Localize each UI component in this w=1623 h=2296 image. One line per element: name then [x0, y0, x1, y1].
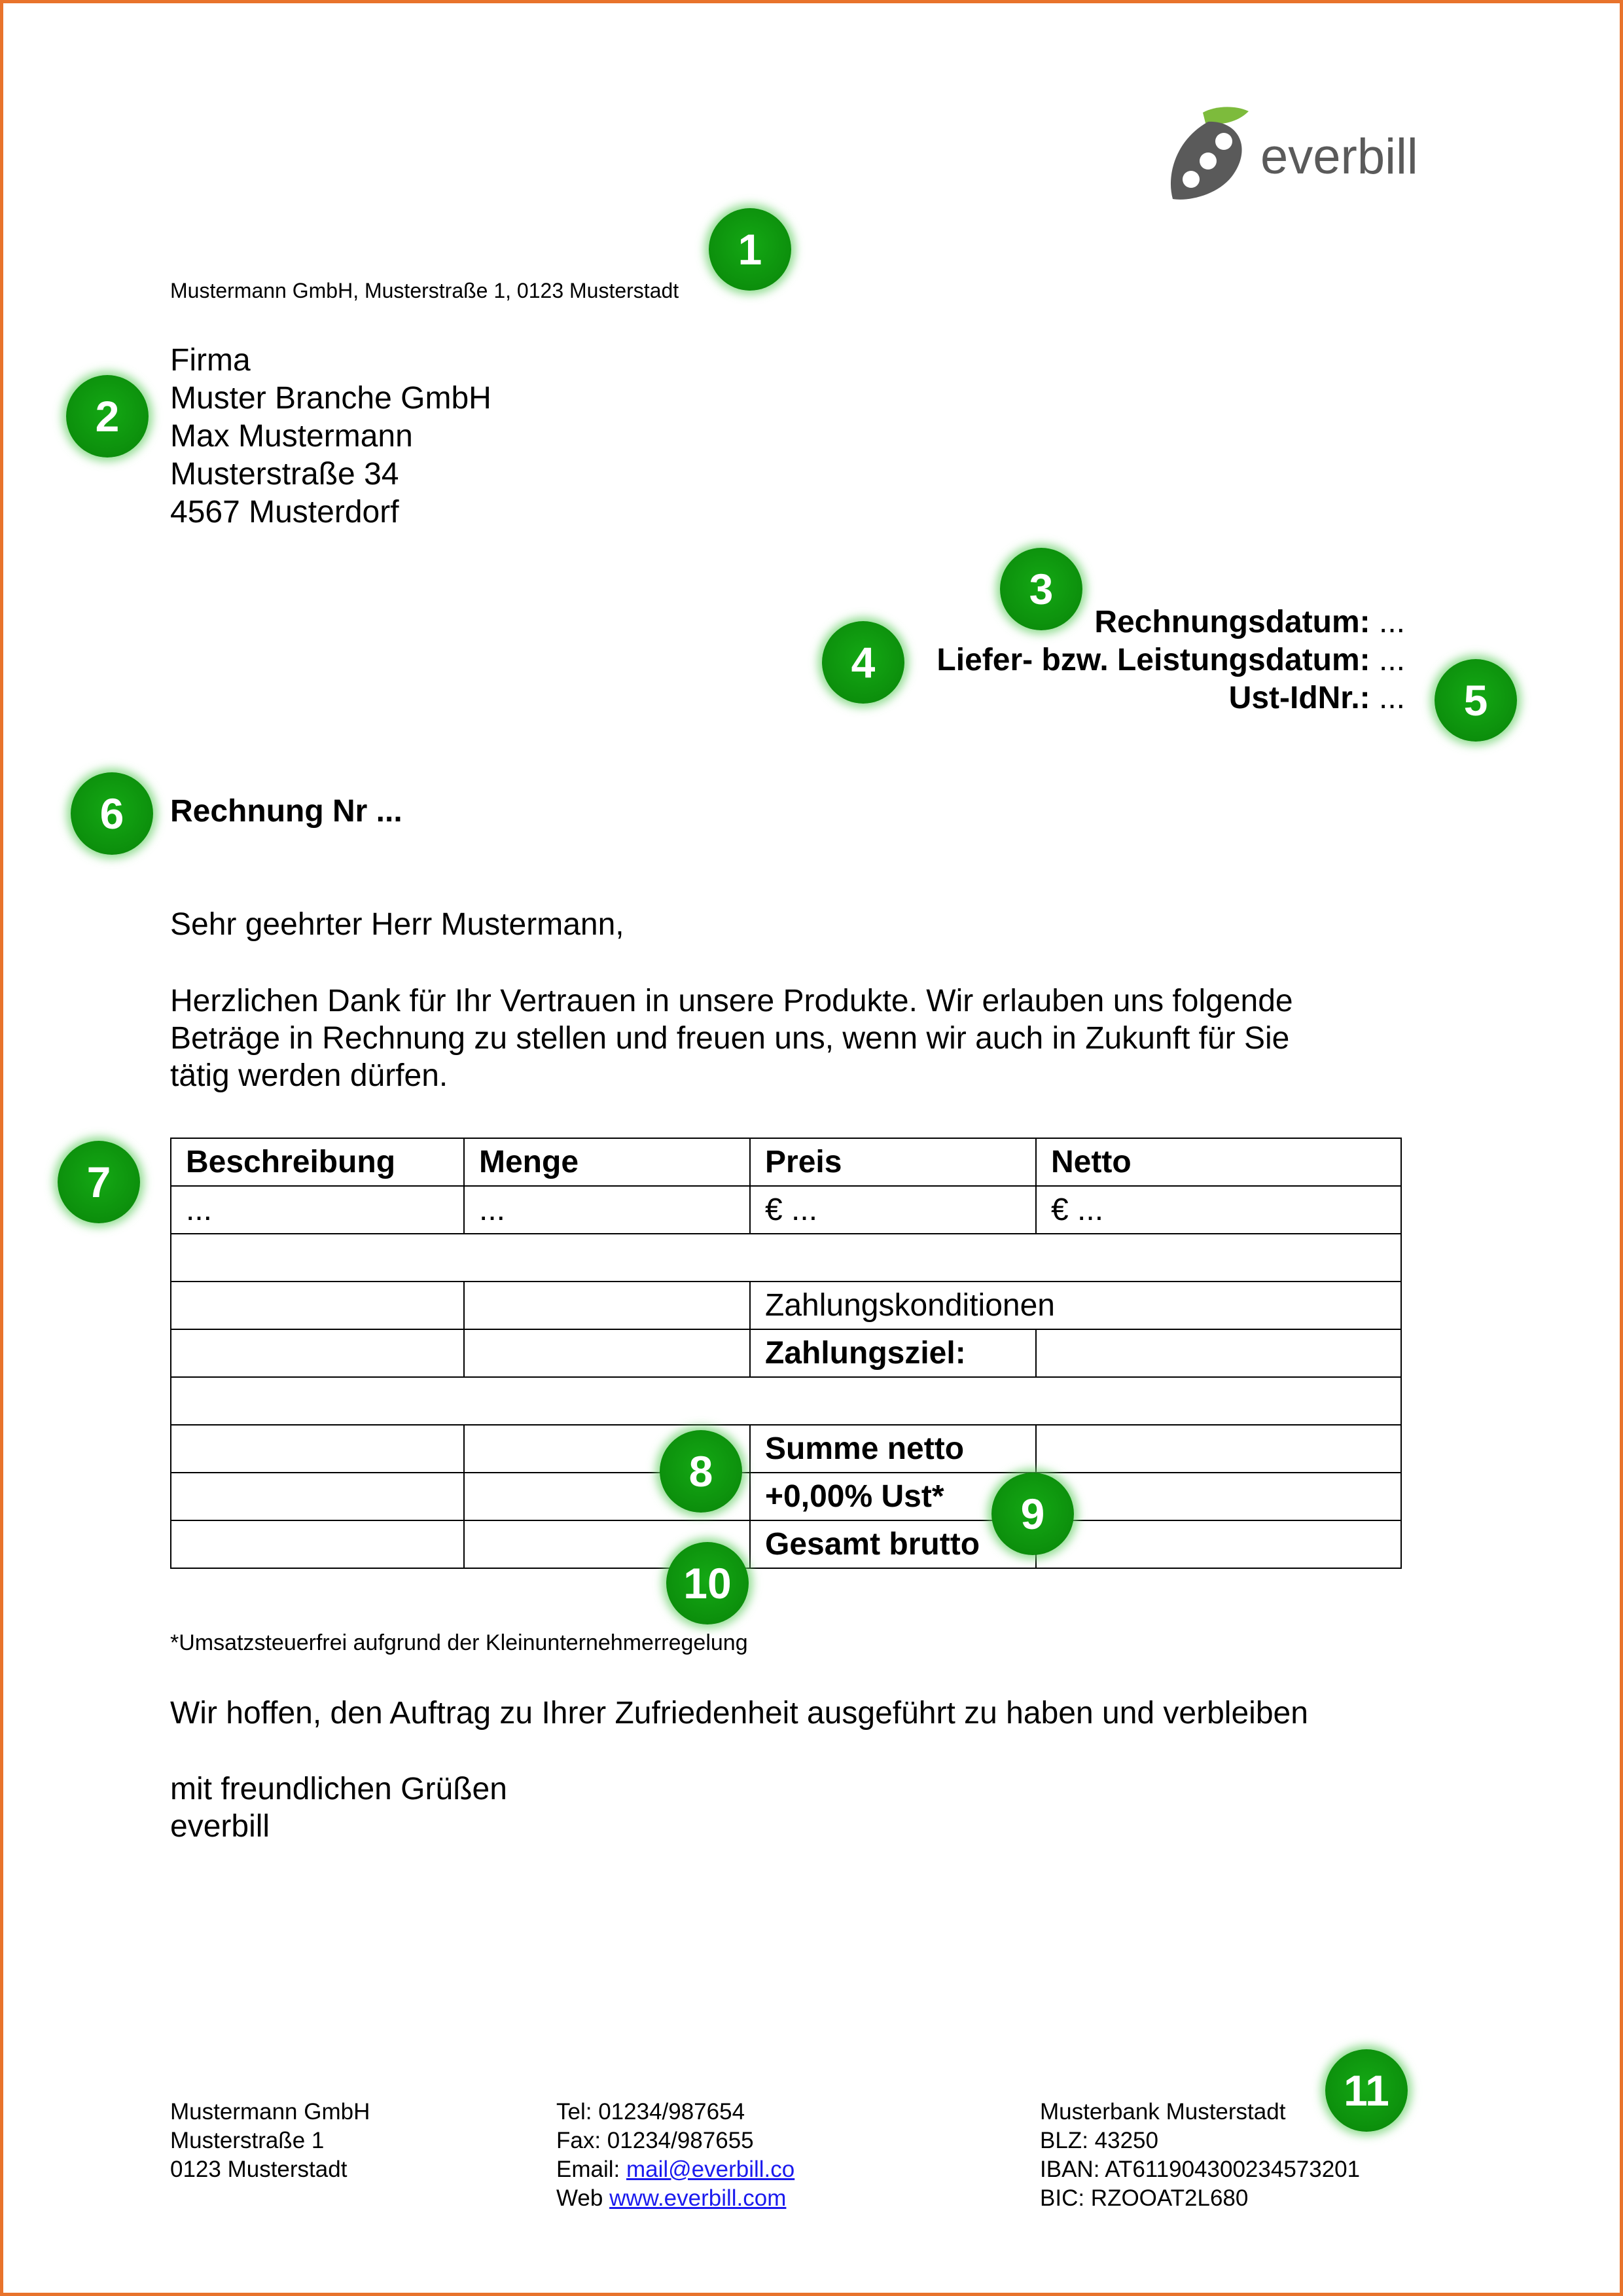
- marker-5: 5: [1435, 659, 1517, 742]
- bank-blz: BLZ: 43250: [1040, 2128, 1158, 2153]
- intro-line: Beträge in Rechnung zu stellen und freuen uns, wenn wir auch in Zukunft für Sie: [170, 1021, 1290, 1056]
- table-spacer-row: [171, 1377, 1401, 1425]
- website-link[interactable]: www.everbill.com: [609, 2185, 787, 2211]
- pea-pod-logo-icon: [1169, 103, 1260, 208]
- payment-due-row: [171, 1329, 1401, 1377]
- footer-fax: Fax: 01234/987655: [556, 2128, 754, 2153]
- email-link[interactable]: mail@everbill.co: [626, 2157, 795, 2182]
- cell-price: € ...: [750, 1186, 1036, 1234]
- payment-terms-row: [171, 1282, 1401, 1329]
- footer-company: Mustermann GmbH Musterstraße 1 0123 Musterstadt: [170, 2099, 370, 2182]
- table-row: [171, 1186, 1401, 1234]
- footer-email: Email: mail@everbill.co: [556, 2157, 795, 2182]
- marker-2: 2: [66, 375, 149, 457]
- table-spacer-row: [171, 1234, 1401, 1282]
- recipient-line: Firma: [170, 343, 251, 378]
- cell-net: € ...: [1036, 1186, 1401, 1234]
- table-header-row: [171, 1138, 1401, 1186]
- marker-8: 8: [660, 1430, 742, 1513]
- vat-label: +0,00% Ust*: [750, 1473, 1036, 1520]
- marker-6: 6: [71, 772, 153, 855]
- invoice-table: [170, 1138, 1402, 1569]
- header-quantity: Menge: [464, 1138, 750, 1186]
- footer-contact: [556, 2098, 794, 2213]
- total-gross-row: [171, 1520, 1401, 1568]
- header-price: Preis: [750, 1138, 1036, 1186]
- vat-value: [1036, 1473, 1401, 1520]
- total-gross-value: [1036, 1520, 1401, 1568]
- recipient-line: 4567 Musterdorf: [170, 495, 399, 529]
- marker-4: 4: [822, 621, 904, 704]
- bank-name: Musterbank Musterstadt: [1040, 2099, 1286, 2125]
- marker-10: 10: [666, 1542, 749, 1624]
- payment-due-value: [1036, 1329, 1401, 1377]
- marker-1: 1: [709, 208, 791, 291]
- sum-net-value: [1036, 1425, 1401, 1473]
- regards: [170, 1770, 507, 1845]
- cell-description: ...: [171, 1186, 464, 1234]
- payment-terms: Zahlungskonditionen: [750, 1282, 1401, 1329]
- vat-row: [171, 1473, 1401, 1520]
- payment-due-label: Zahlungsziel:: [750, 1329, 1036, 1377]
- regards-line: mit freundlichen Grüßen: [170, 1772, 507, 1806]
- sender-address-line: Mustermann GmbH, Musterstraße 1, 0123 Musterstadt: [170, 279, 679, 302]
- header-net: Netto: [1036, 1138, 1401, 1186]
- recipient-address: [170, 342, 491, 531]
- footer-bank: [1040, 2098, 1360, 2213]
- marker-3: 3: [1000, 548, 1082, 630]
- recipient-line: Musterstraße 34: [170, 457, 399, 492]
- marker-7: 7: [58, 1141, 140, 1223]
- vat-id: Ust-IdNr.: ...: [1228, 681, 1405, 715]
- intro-line: Herzlichen Dank für Ihr Vertrauen in unsere Produkte. Wir erlauben uns folgende: [170, 984, 1293, 1018]
- sum-net-row: [171, 1425, 1401, 1473]
- marker-11: 11: [1325, 2049, 1408, 2132]
- bank-iban: IBAN: AT611904300234573201: [1040, 2157, 1361, 2182]
- recipient-line: Max Mustermann: [170, 419, 413, 454]
- closing-text: Wir hoffen, den Auftrag zu Ihrer Zufriedenheit ausgeführt zu haben und verbleiben: [170, 1696, 1308, 1731]
- footer-phone: Tel: 01234/987654: [556, 2099, 745, 2125]
- cell-quantity: ...: [464, 1186, 750, 1234]
- recipient-line: Muster Branche GmbH: [170, 381, 491, 416]
- sum-net-label: Summe netto: [750, 1425, 1036, 1473]
- salutation: Sehr geehrter Herr Mustermann,: [170, 907, 624, 942]
- header-description: Beschreibung: [171, 1138, 464, 1186]
- bank-bic: BIC: RZOOAT2L680: [1040, 2185, 1249, 2211]
- regards-line: everbill: [170, 1809, 270, 1844]
- tax-footnote: *Umsatzsteuerfrei aufgrund der Kleinunternehmerregelung: [170, 1630, 748, 1655]
- invoice-date: Rechnungsdatum: ...: [1094, 605, 1405, 639]
- marker-9: 9: [991, 1473, 1074, 1555]
- delivery-date: Liefer- bzw. Leistungsdatum: ...: [936, 643, 1405, 677]
- intro-text: [170, 982, 1293, 1094]
- footer-web: Web www.everbill.com: [556, 2185, 787, 2211]
- total-gross-label: Gesamt brutto: [750, 1520, 1036, 1568]
- invoice-meta: [936, 603, 1405, 717]
- intro-line: tätig werden dürfen.: [170, 1058, 448, 1093]
- invoice-number: Rechnung Nr ...: [170, 794, 402, 829]
- everbill-logo: [1169, 103, 1418, 208]
- logo-wordmark: everbill: [1260, 129, 1418, 185]
